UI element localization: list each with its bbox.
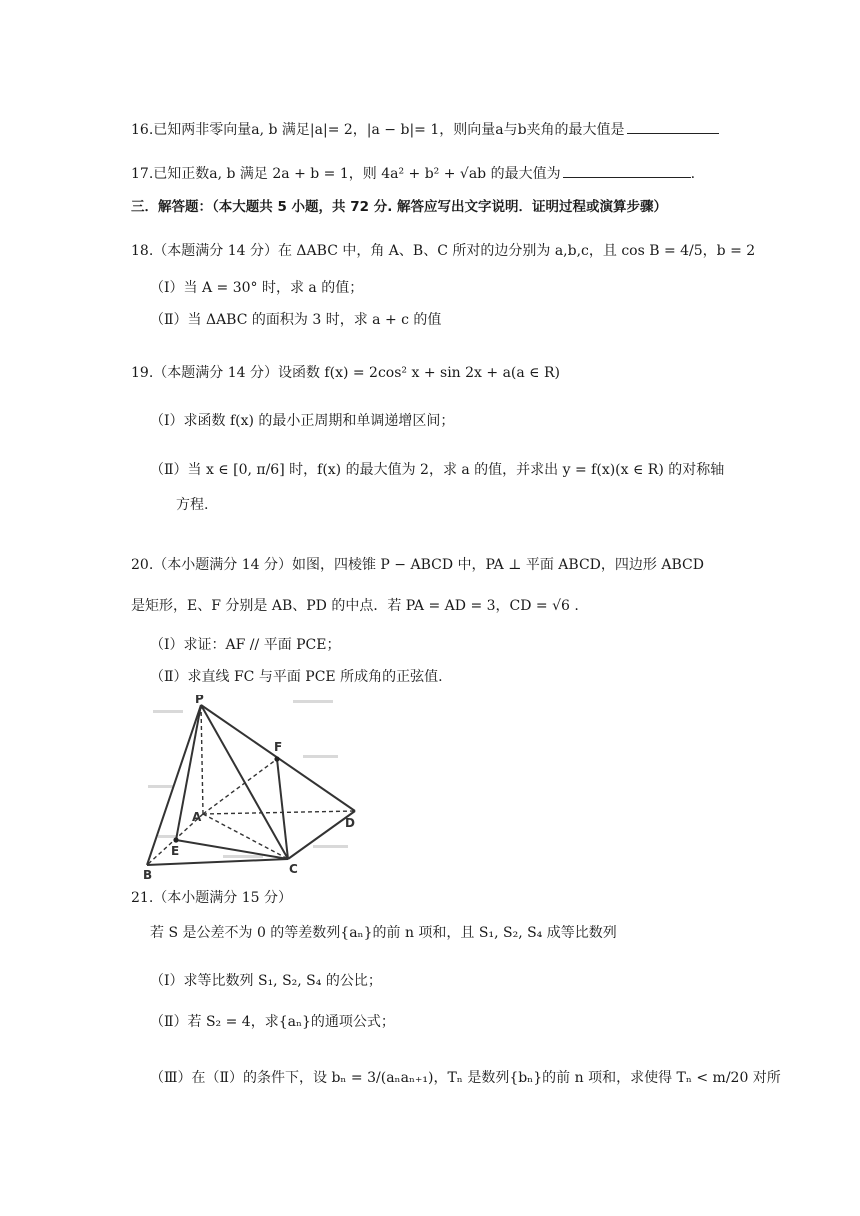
problem-21-stem: 21.（本小题满分 15 分） xyxy=(131,890,292,906)
vertex-label-e: E xyxy=(171,844,180,858)
problem-19-part-1: （Ⅰ）求函数 f(x) 的最小正周期和单调递增区间； xyxy=(150,413,455,429)
problem-21-line-1: 若 S 是公差不为 0 的等差数列{aₙ}的前 n 项和，且 S₁, S₂, S₄ 成等比数列 xyxy=(150,925,617,941)
vertex-label-d: D xyxy=(345,816,355,830)
problem-20-stem-line-2: 是矩形，E、F 分别是 AB、PD 的中点．若 PA = AD = 3，CD = √6 . xyxy=(131,598,579,614)
problem-21-part-3: （Ⅲ）在（Ⅱ）的条件下，设 bₙ = 3/(aₙaₙ₊₁)，Tₙ 是数列{bₙ}的前 n 项和，求使得 Tₙ < m/20 对所 xyxy=(150,1070,781,1086)
vertex-label-a: A xyxy=(192,810,202,824)
pyramid-figure xyxy=(143,695,365,881)
problem-17 xyxy=(131,163,695,183)
problem-19-part-2-cont: 方程. xyxy=(176,497,209,513)
vertex-label-b: B xyxy=(143,868,153,881)
problem-21-part-1: （Ⅰ）求等比数列 S₁, S₂, S₄ 的公比； xyxy=(150,973,382,989)
problem-16 xyxy=(131,119,719,139)
problem-19-part-2: （Ⅱ）当 x ∈ [0, π/6] 时，f(x) 的最大值为 2，求 a 的值，并求出 y = f(x)(x ∈ R) 的对称轴 xyxy=(150,462,725,478)
answer-blank xyxy=(563,163,691,178)
vertex-label-p: P xyxy=(195,695,204,706)
problem-17-text: 17.已知正数a, b 满足 2a + b = 1，则 4a² + b² + √ab 的最大值为 xyxy=(131,166,561,182)
problem-18-part-1: （Ⅰ）当 A = 30° 时，求 a 的值； xyxy=(150,280,364,296)
problem-20-part-1: （Ⅰ）求证：AF // 平面 PCE； xyxy=(150,637,341,653)
problem-16-text: 16.已知两非零向量a, b 满足|a|= 2，|a − b|= 1，则向量a与b夹角的最大值是 xyxy=(131,122,625,138)
problem-19-stem: 19.（本题满分 14 分）设函数 f(x) = 2cos² x + sin 2x + a(a ∈ R) xyxy=(131,365,560,381)
answer-blank xyxy=(627,119,719,134)
section-heading: 三．解答题：（本大题共 5 小题，共 72 分. 解答应写出文字说明．证明过程或演算步骤） xyxy=(131,199,668,215)
problem-20-stem-line-1: 20.（本小题满分 14 分）如图，四棱锥 P − ABCD 中，PA ⊥ 平面 ABCD，四边形 ABCD xyxy=(131,557,704,573)
vertex-label-c: C xyxy=(289,862,298,876)
problem-20-part-2: （Ⅱ）求直线 FC 与平面 PCE 所成角的正弦值. xyxy=(150,669,443,685)
pyramid-diagram xyxy=(143,695,365,881)
problem-18-part-2: （Ⅱ）当 ΔABC 的面积为 3 时，求 a + c 的值 xyxy=(150,312,442,328)
problem-21-part-2: （Ⅱ）若 S₂ = 4，求{aₙ}的通项公式； xyxy=(150,1014,395,1030)
vertex-label-f: F xyxy=(274,740,283,754)
problem-18-stem: 18.（本题满分 14 分）在 ΔABC 中，角 A、B、C 所对的边分别为 a,b,c，且 cos B = 4/5，b = 2 xyxy=(131,243,756,259)
problem-17-tail: . xyxy=(690,166,696,182)
